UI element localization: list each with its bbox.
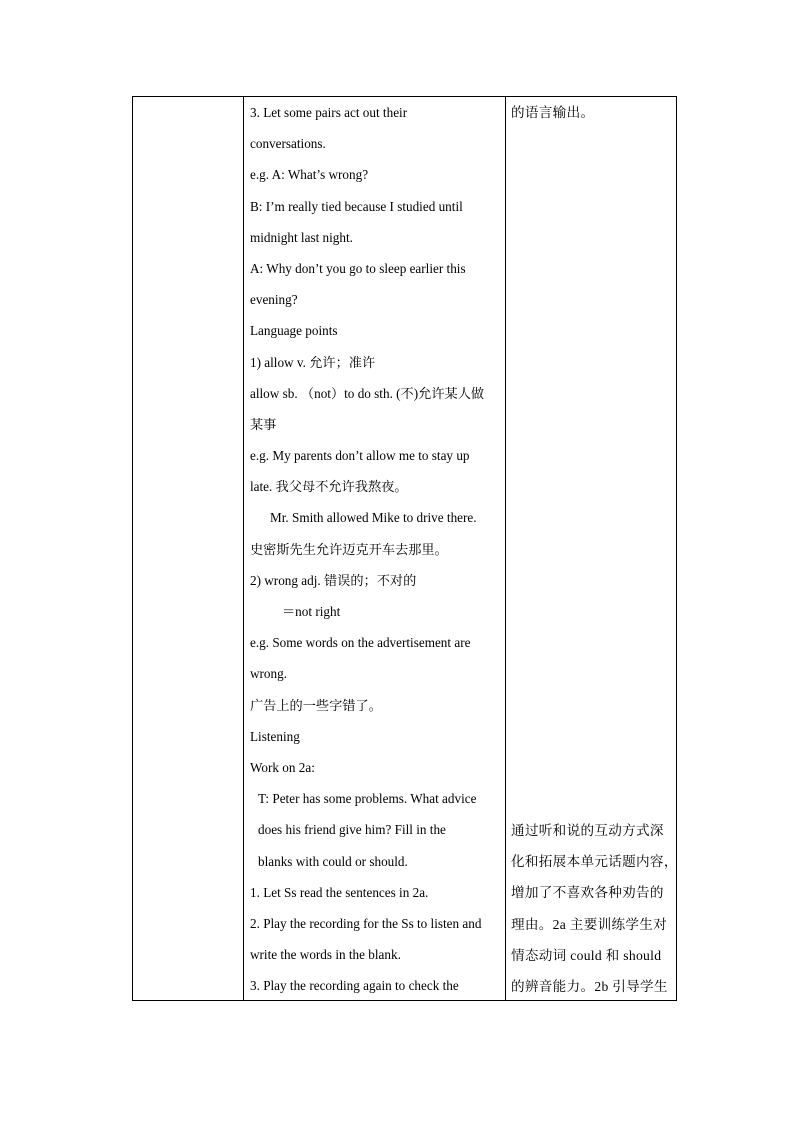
purpose-line: 情态动词 could 和 should xyxy=(511,947,662,963)
procedure-line: 3. Let some pairs act out their xyxy=(250,105,408,120)
procedure-line: 1. Let Ss read the sentences in 2a. xyxy=(250,884,429,900)
purpose-line: 的辨音能力。2b 引导学生 xyxy=(511,978,668,994)
procedure-line: Mr. Smith allowed Mike to drive there. xyxy=(270,510,477,526)
procedure-line: allow sb. （not）to do sth. (不)允许某人做 xyxy=(250,385,485,401)
procedure-text xyxy=(250,97,501,1001)
procedure-line: late. 我父母不允许我熬夜。 xyxy=(250,479,408,495)
procedure-line: A: Why don’t you go to sleep earlier this xyxy=(250,260,466,276)
purpose-line: 增加了不喜欢各种劝告的 xyxy=(511,885,664,901)
procedure-line: 某事 xyxy=(250,416,277,432)
procedure-line: Listening xyxy=(250,728,300,744)
procedure-line: evening? xyxy=(250,292,298,308)
procedure-line: 2. Play the recording for the Ss to listen and xyxy=(250,915,482,931)
purpose-line: 理由。2a 主要训练学生对 xyxy=(511,916,668,932)
procedure-line: e.g. Some words on the advertisement are xyxy=(250,635,471,651)
stage-column-cell xyxy=(133,97,244,1000)
procedure-line: 1) allow v. 允许；准许 xyxy=(250,354,376,370)
procedure-line: T: Peter has some problems. What advice xyxy=(258,791,477,807)
purpose-line: 的语言输出。 xyxy=(511,105,595,120)
procedure-line: B: I’m really tied because I studied until xyxy=(250,198,463,214)
procedure-line: ＝not right xyxy=(282,604,341,619)
procedure-line: Work on 2a: xyxy=(250,759,315,775)
purpose-bottom-text xyxy=(511,815,678,1002)
procedure-line: e.g. A: What’s wrong? xyxy=(250,167,369,183)
lesson-table xyxy=(132,96,677,1001)
purpose-line: 化和拓展本单元话题内容， xyxy=(511,854,678,870)
procedure-line: blanks with could or should. xyxy=(258,853,408,869)
procedure-line: 2) wrong adj. 错误的；不对的 xyxy=(250,572,417,588)
procedure-line: does his friend give him? Fill in the xyxy=(258,822,446,838)
procedure-line: e.g. My parents don’t allow me to stay up xyxy=(250,448,470,464)
procedure-line: Language points xyxy=(250,323,338,339)
purpose-top-text xyxy=(511,97,673,128)
procedure-line: 3. Play the recording again to check the xyxy=(250,978,459,994)
procedure-column-cell xyxy=(243,97,506,1000)
procedure-line: midnight last night. xyxy=(250,229,353,245)
procedure-line: 广告上的一些字错了。 xyxy=(250,697,382,713)
procedure-line: 史密斯先生允许迈克开车去那里。 xyxy=(250,541,448,557)
purpose-line: 通过听和说的互动方式深 xyxy=(511,823,664,838)
purpose-column-cell xyxy=(505,97,676,1000)
procedure-line: conversations. xyxy=(250,136,326,152)
procedure-line: write the words in the blank. xyxy=(250,947,401,963)
procedure-line: wrong. xyxy=(250,666,287,682)
